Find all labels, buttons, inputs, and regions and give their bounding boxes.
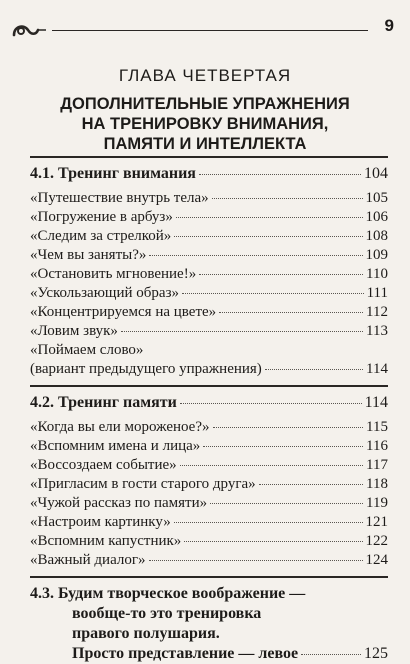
- dot-leader: [174, 236, 362, 237]
- dot-leader: [182, 293, 364, 294]
- toc-heading-label-continued: вообще-то это тренировка: [72, 605, 262, 622]
- dot-leader: [259, 484, 363, 485]
- dot-leader: [121, 331, 363, 332]
- toc-heading-label-continued: Просто представление — левое: [72, 645, 299, 662]
- dot-leader: [180, 403, 362, 404]
- toc-page-number: 125: [364, 645, 388, 662]
- toc-entry[interactable]: [30, 284, 388, 303]
- chapter-title: [40, 94, 370, 154]
- toc-page-number: 115: [366, 419, 388, 435]
- toc-heading[interactable]: [30, 164, 388, 184]
- header-rule: [52, 30, 368, 31]
- toc-entry-label: «Поймаем слово»: [30, 342, 144, 358]
- toc-page-number: 124: [365, 552, 388, 568]
- toc-heading-label: 4.1. Тренинг внимания: [30, 165, 196, 182]
- toc-page-number: 118: [366, 476, 388, 492]
- toc-page-number: 122: [365, 533, 388, 549]
- dot-leader: [149, 560, 363, 561]
- toc-section-imagination: [30, 576, 388, 664]
- toc-entry[interactable]: [30, 322, 388, 341]
- publisher-logo-icon: [12, 22, 46, 38]
- dot-leader: [301, 654, 361, 655]
- toc-entry[interactable]: [30, 227, 388, 246]
- toc-entry[interactable]: [30, 475, 388, 494]
- toc-heading[interactable]: [30, 393, 388, 413]
- toc-page-number: 106: [365, 209, 388, 225]
- toc-entry-label: «Путешествие внутрь тела»: [30, 190, 209, 206]
- toc-entry-label-continued: (вариант предыдущего упражнения): [30, 361, 262, 377]
- dot-leader: [180, 465, 363, 466]
- toc-entry-label: «Следим за стрелкой»: [30, 228, 172, 244]
- toc-page-number: 114: [364, 394, 388, 411]
- toc-entry[interactable]: [30, 189, 388, 208]
- toc-heading[interactable]: [30, 584, 388, 664]
- dot-leader: [265, 369, 363, 370]
- toc-heading-label: 4.2. Тренинг памяти: [30, 394, 177, 411]
- chapter-title-line: ДОПОЛНИТЕЛЬНЫЕ УПРАЖНЕНИЯ: [60, 95, 350, 113]
- dot-leader: [213, 427, 364, 428]
- table-of-contents: [30, 156, 388, 664]
- toc-page-number: 121: [365, 514, 388, 530]
- toc-entry[interactable]: [30, 513, 388, 532]
- toc-entry[interactable]: [30, 437, 388, 456]
- toc-entry[interactable]: [30, 456, 388, 475]
- toc-entry-label: «Ловим звук»: [30, 323, 118, 339]
- toc-entry[interactable]: [30, 246, 388, 265]
- toc-page-number: 109: [365, 247, 388, 263]
- dot-leader: [174, 522, 363, 523]
- toc-section-attention: [30, 156, 388, 379]
- toc-entry[interactable]: [30, 418, 388, 437]
- dot-leader: [199, 274, 363, 275]
- toc-page-number: 105: [365, 190, 388, 206]
- dot-leader: [210, 503, 363, 504]
- toc-page-number: 108: [365, 228, 388, 244]
- chapter-label: ГЛАВА ЧЕТВЕРТАЯ: [118, 66, 292, 85]
- toc-entry-label: «Концентрируемся на цвете»: [30, 304, 217, 320]
- toc-page-number: 119: [366, 495, 388, 511]
- chapter-title-line: ПАМЯТИ И ИНТЕЛЛЕКТА: [103, 135, 307, 153]
- toc-heading-label: 4.3. Будим творческое воображение —: [30, 585, 306, 602]
- toc-entry-label: «Чужой рассказ по памяти»: [30, 495, 208, 511]
- toc-entry[interactable]: [30, 551, 388, 570]
- toc-page-number: 113: [366, 323, 388, 339]
- dot-leader: [176, 217, 363, 218]
- toc-entry[interactable]: [30, 341, 388, 379]
- toc-page-number: 116: [366, 438, 388, 454]
- toc-heading-label-continued: правого полушария.: [72, 625, 220, 642]
- toc-entry-label: «Вспомним имена и лица»: [30, 438, 201, 454]
- toc-entry-label: «Важный диалог»: [30, 552, 146, 568]
- toc-entry[interactable]: [30, 303, 388, 322]
- toc-page-number: 112: [366, 304, 388, 320]
- toc-entry-label: «Вспомним капустник»: [30, 533, 182, 549]
- toc-entry[interactable]: [30, 265, 388, 284]
- toc-entry[interactable]: [30, 208, 388, 227]
- toc-entry-label: «Остановить мгновение!»: [30, 266, 197, 282]
- dot-leader: [149, 255, 362, 256]
- toc-page-number: 114: [366, 361, 388, 377]
- toc-entry-label: «Пригласим в гости старого друга»: [30, 476, 256, 492]
- toc-entry-label: «Погружение в арбуз»: [30, 209, 173, 225]
- dot-leader: [199, 174, 361, 175]
- page-number: 9: [384, 16, 394, 35]
- toc-entry-label: «Воссоздаем событие»: [30, 457, 177, 473]
- toc-page-number: 117: [366, 457, 388, 473]
- toc-entry-label: «Чем вы заняты?»: [30, 247, 147, 263]
- dot-leader: [203, 446, 363, 447]
- toc-page-number: 111: [366, 285, 388, 301]
- toc-entry-label: «Когда вы ели мороженое?»: [30, 419, 210, 435]
- toc-entry-label: «Настроим картинку»: [30, 514, 171, 530]
- toc-page-number: 104: [364, 165, 388, 182]
- dot-leader: [212, 198, 363, 199]
- toc-entry-label: «Ускользающий образ»: [30, 285, 179, 301]
- toc-entry[interactable]: [30, 494, 388, 513]
- chapter-title-line: НА ТРЕНИРОВКУ ВНИМАНИЯ,: [81, 115, 329, 133]
- dot-leader: [184, 541, 362, 542]
- toc-section-memory: [30, 385, 388, 570]
- toc-entry[interactable]: [30, 532, 388, 551]
- toc-page-number: 110: [366, 266, 388, 282]
- dot-leader: [219, 312, 363, 313]
